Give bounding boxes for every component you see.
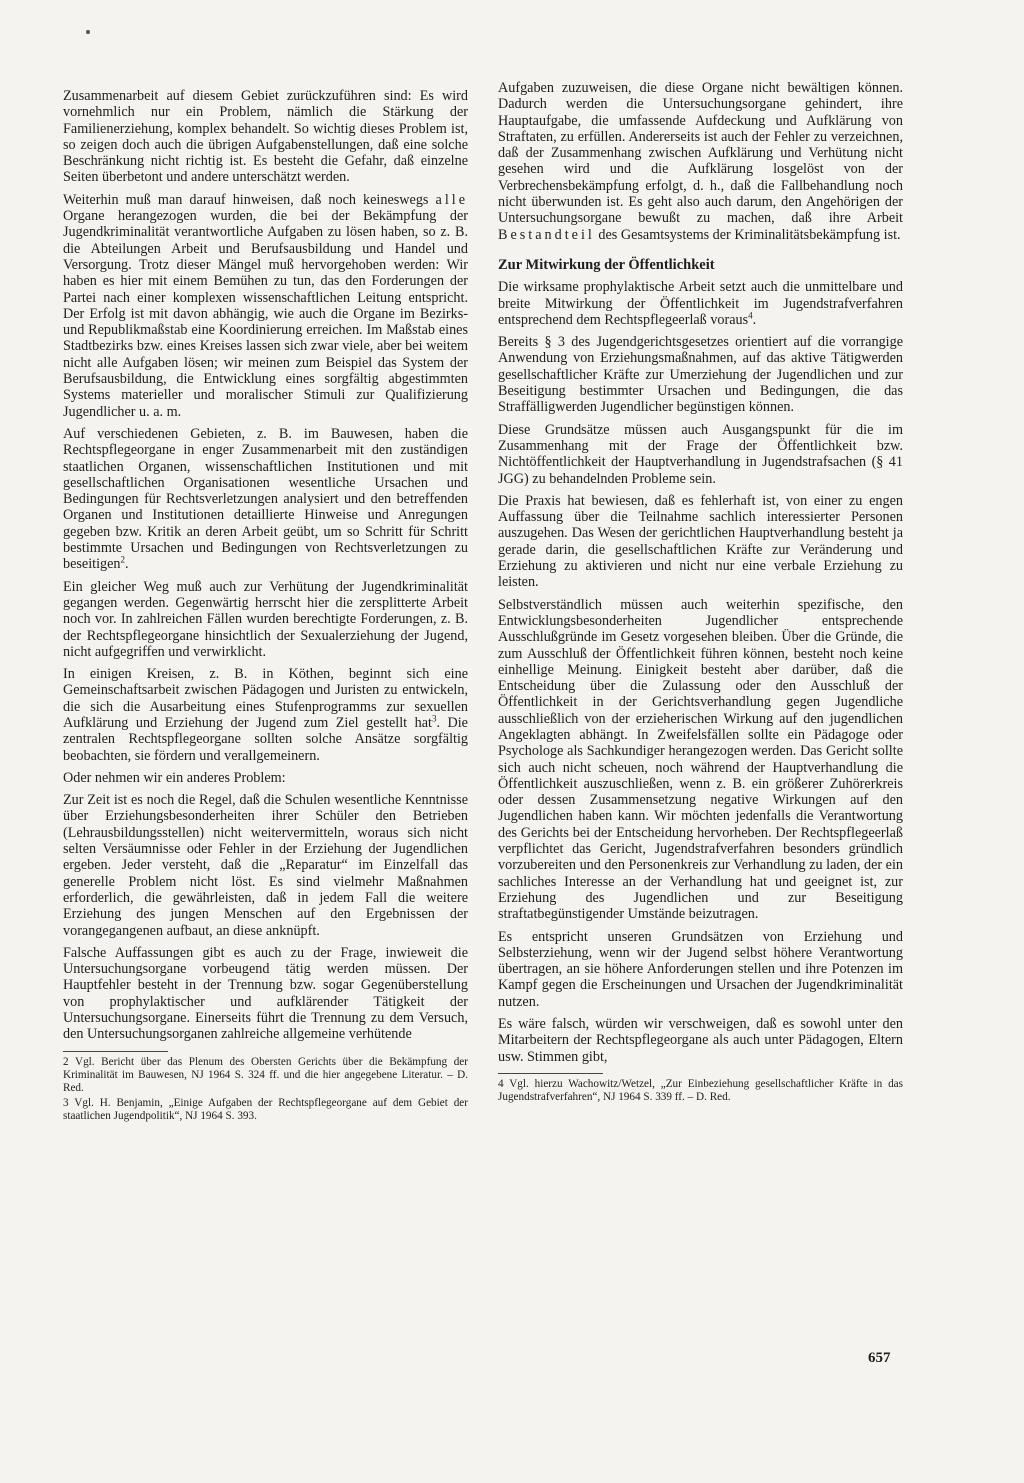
footnote-ref: 2 xyxy=(120,554,126,565)
footnote-rule xyxy=(63,1051,168,1052)
paragraph: Es entspricht unseren Grundsätzen von Erziehung und Selbsterziehung, wenn wir der Jugend selbst höhere Verantwortung übertragen, an sie höhere Anforderungen stellen und ihre Potenzen im Kampf gegen die Erscheinungen und Ursachen der Jugendkriminalität nutzen. xyxy=(498,928,903,1010)
paragraph: In einigen Kreisen, z. B. in Köthen, beginnt sich eine Gemeinschaftsarbeit zwischen Pädagogen und Juristen zu entwickeln, die sich die Ausarbeitung eines Stufenprogramms zur sexuellen Aufklärung und Erziehung der Jugend zum Ziel gestellt hat$^3$. Die zentralen Rechtspflegeorgane sollten solche Ansätze sorgfältig beobachten, sie fördern und verallgemeinern. xyxy=(63,666,468,764)
paragraph: Es wäre falsch, würden wir verschweigen, daß es sowohl unter den Mitarbeitern der Rechtspflegeorgane als auch unter Pädagogen, Eltern usw. Stimmen gibt, xyxy=(498,1016,903,1065)
footnote: 4 Vgl. hierzu Wachowitz/Wetzel, „Zur Einbeziehung gesellschaftlicher Kräfte in das Jugendstrafverfahren“, NJ 1964 S. 339 ff. – D. Red. xyxy=(498,1077,903,1103)
footnote: 2 Vgl. Bericht über das Plenum des Obersten Gerichts über die Bekämpfung der Kriminalität im Bauwesen, NJ 1964 S. 324 ff. und die hier angegebene Literatur. – D. Red. xyxy=(63,1055,468,1094)
paragraph: Diese Grundsätze müssen auch Ausgangspunkt für die im Zusammenhang mit der Frage der Öffentlichkeit bzw. Nichtöffentlichkeit der Hauptverhandlung in Jugendstrafsachen (§ 41 JGG) zu behandelnden Probleme sein. xyxy=(498,421,903,487)
section-heading: Zur Mitwirkung der Öffentlichkeit xyxy=(498,256,715,273)
page-number: 657 xyxy=(868,1350,891,1366)
footnote-ref: 4 xyxy=(748,310,753,321)
paragraph: Auf verschiedenen Gebieten, z. B. im Bauwesen, haben die Rechtspflegeorgane in enger Zusammenarbeit mit den zuständigen staatlichen Organen, wissenschaftlichen Institutionen und mit gesellschaftlichen Organisationen wesentliche Ursachen und Bedingungen für Rechtsverletzungen analysiert und den betreffenden Organen und Institutionen detaillierte Hinweise und Anregungen gegeben bzw. Kritik an deren Arbeit geübt, um so Schritt für Schritt bestimmte Ursachen und Bedingungen von Rechtsverletzungen zu beseitigen$^2$. xyxy=(63,425,468,573)
paragraph: Oder nehmen wir ein anderes Problem: xyxy=(63,769,286,786)
paragraph: Aufgaben zuzuweisen, die diese Organe nicht bewältigen können. Dadurch werden die Untersuchungsorgane gehindert, ihre Hauptaufgabe, die umfassende Aufdeckung und Aufklärung von Straftaten, zu erfüllen. Andererseits ist auch der Fehler zu verzeichnen, daß der Zusammenhang zwischen Aufklärung und Verhütung nicht gesehen wird und die Aufklärung losgelöst von der Verbrechensbekämpfung erfolgt, d. h., daß die Fallbehandlung noch nicht überwunden ist. Es geht also auch darum, den Angehörigen der Untersuchungsorgane bewußt zu machen, daß ihre Arbeit Bestandteil des Gesamtsystems der Kriminalitätsbekämpfung ist. xyxy=(498,80,903,243)
paragraph: Selbstverständlich müssen auch weiterhin spezifische, den Entwicklungsbesonderheiten Jugendlicher entsprechende Ausschlußgründe im Gesetz vorgesehen bleiben. Über die Gründe, die zum Ausschluß der Öffentlichkeit führen können, besteht noch keine einhellige Meinung. Einigkeit besteht aber darüber, daß die Entscheidung über die Zulassung oder den Ausschluß der Öffentlichkeit in der Gerichtsverhandlung gegen Jugendliche ausschließlich von der erzieherischen Wirkung auf den jugendlichen Angeklagten abhängt. In Zweifelsfällen sollte ein Pädagoge oder Psychologe als Sachkundiger herangezogen werden. Das Gericht sollte sich auch nicht scheuen, noch während der Hauptverhandlung die Öffentlichkeit auszuschließen, wenn z. B. ein größerer Zuhörerkreis oder dessen Zusammensetzung negative Wirkungen auf den Jugendlichen haben kann. Wir möchten jedenfalls die Verantwortung des Gerichts bei der Entscheidung hervorheben. Der Rechtspflegeerlaß verpflichtet das Gericht, Jugendstrafverfahren besonders gründlich vorzubereiten und den Personenkreis zur Verhandlung zu laden, der ein sachliches Interesse an der Verhandlung hat und geeignet ist, zur Erziehung des Jugendlichen und zur Beseitigung straftatbegünstigender Umstände beizutragen. xyxy=(498,596,903,923)
footnote-rule xyxy=(498,1073,603,1074)
footnote-ref: 3 xyxy=(431,713,437,724)
paragraph: Die wirksame prophylaktische Arbeit setzt auch die unmittelbare und breite Mitwirkung der Öffentlichkeit im Jugendstrafverfahren entsprechend dem Rechtspflegeerlaß voraus$^4$. xyxy=(498,279,903,328)
paragraph: Falsche Auffassungen gibt es auch zu der Frage, inwieweit die Untersuchungsorgane vorbeugend tätig werden müssen. Der Hauptfehler besteht in der Trennung bzw. sogar Gegenüberstellung von prophylaktischer und aufklärender Tätigkeit der Untersuchungsorgane. Einerseits führt die Trennung zu dem Versuch, den Untersuchungsorganen zahlreiche allgemeine verhütende xyxy=(63,944,468,1043)
left-column xyxy=(63,88,468,1125)
paragraph: Ein gleicher Weg muß auch zur Verhütung der Jugendkriminalität gegangen werden. Gegenwärtig herrscht hier die zersplitterte Arbeit noch vor. In zahlreichen Fällen wurden berechtigte Forderungen, z. B. der Rechtspflegeorgane hinsichtlich der Sexualerziehung der Jugend, nicht aufgegriffen und verwirklicht. xyxy=(63,578,468,660)
spaced-emphasis: alle xyxy=(435,191,468,208)
paragraph: Weiterhin muß man darauf hinweisen, daß noch keineswegs alle Organe herangezogen wurden, die bei der Bekämpfung der Jugendkriminalität verantwortliche Aufgaben zu lösen haben, so z. B. die Abteilungen Arbeit und Berufsausbildung und Handel und Versorgung. Trotz dieser Mängel muß hervorgehoben werden: Wir haben es hier mit einem Bemühen zu tun, das den Forderungen der Partei nach einer komplexen wissenschaftlichen Leitung entspricht. Der Erfolg ist mit davon abhängig, wie auch die Organe im Bezirks- und Republikmaßstab eine Koordinierung erreichen. Im Maßstab eines Stadtbezirks bzw. eines Kreises lassen sich zwar viele, aber bei weitem nicht alle Aufgaben lösen; wir meinen zum Beispiel das System der Berufsausbildung, die Entwicklung eines sorgfältig abgestimmten Systems materieller und moralischer Stimuli zur Qualifizierung Jugendlicher u. a. m. xyxy=(63,191,468,420)
paragraph: Zur Zeit ist es noch die Regel, daß die Schulen wesentliche Kenntnisse über Erziehungsbesonderheiten ihrer Schüler den Betrieben (Lehrausbildungsstellen) nicht weitervermitteln, woraus sich nicht selten Versäumnisse oder Fehler in der Erziehung der Jugendlichen ergeben. Jeder versteht, daß die „Reparatur“ im Einzelfall das generelle Problem nicht löst. Es sind vielmehr Maßnahmen erforderlich, die gewährleisten, daß in jedem Fall die weitere Erziehung des jungen Menschen auf den Ergebnissen der vorangegangenen aufbaut, an diese anknüpft. xyxy=(63,792,468,939)
paragraph: Die Praxis hat bewiesen, daß es fehlerhaft ist, von einer zu engen Auffassung über die Teilnahme sachlich interessierter Personen auszugehen. Das Wesen der gerichtlichen Hauptverhandlung besteht ja gerade darin, die gesellschaftlichen Kräfte zur Veränderung und Erziehung zu aktivieren und nicht nur eine verbale Erziehung zu leisten. xyxy=(498,492,903,591)
right-column xyxy=(498,80,903,1106)
paragraph: Bereits § 3 des Jugendgerichtsgesetzes orientiert auf die vorrangige Anwendung von Erziehungsmaßnahmen, auf das aktive Tätigwerden gesellschaftlicher Kräfte zur Umerziehung der Jugendlichen und zur Beseitigung bestimmter Ursachen und Bedingungen, die das Straffälligwerden Jugendlicher begünstigen können. xyxy=(498,334,903,416)
footnote: 3 Vgl. H. Benjamin, „Einige Aufgaben der Rechtspflegeorgane auf dem Gebiet der staatlichen Jugendpolitik“, NJ 1964 S. 393. xyxy=(63,1096,468,1122)
spaced-emphasis: Bestandteil xyxy=(498,226,595,243)
paragraph: Zusammenarbeit auf diesem Gebiet zurückzuführen sind: Es wird vornehmlich nur ein Problem, nämlich die Stärkung der Familienerziehung, komplex behandelt. So wichtig dieses Problem ist, so zeigen doch auch die übrigen Aufgabenstellungen, daß eine solche Beschränkung nicht richtig ist. Es besteht die Gefahr, daß einzelne Seiten überbetont und andere unterschätzt werden. xyxy=(63,88,468,186)
scan-speck xyxy=(86,30,90,34)
